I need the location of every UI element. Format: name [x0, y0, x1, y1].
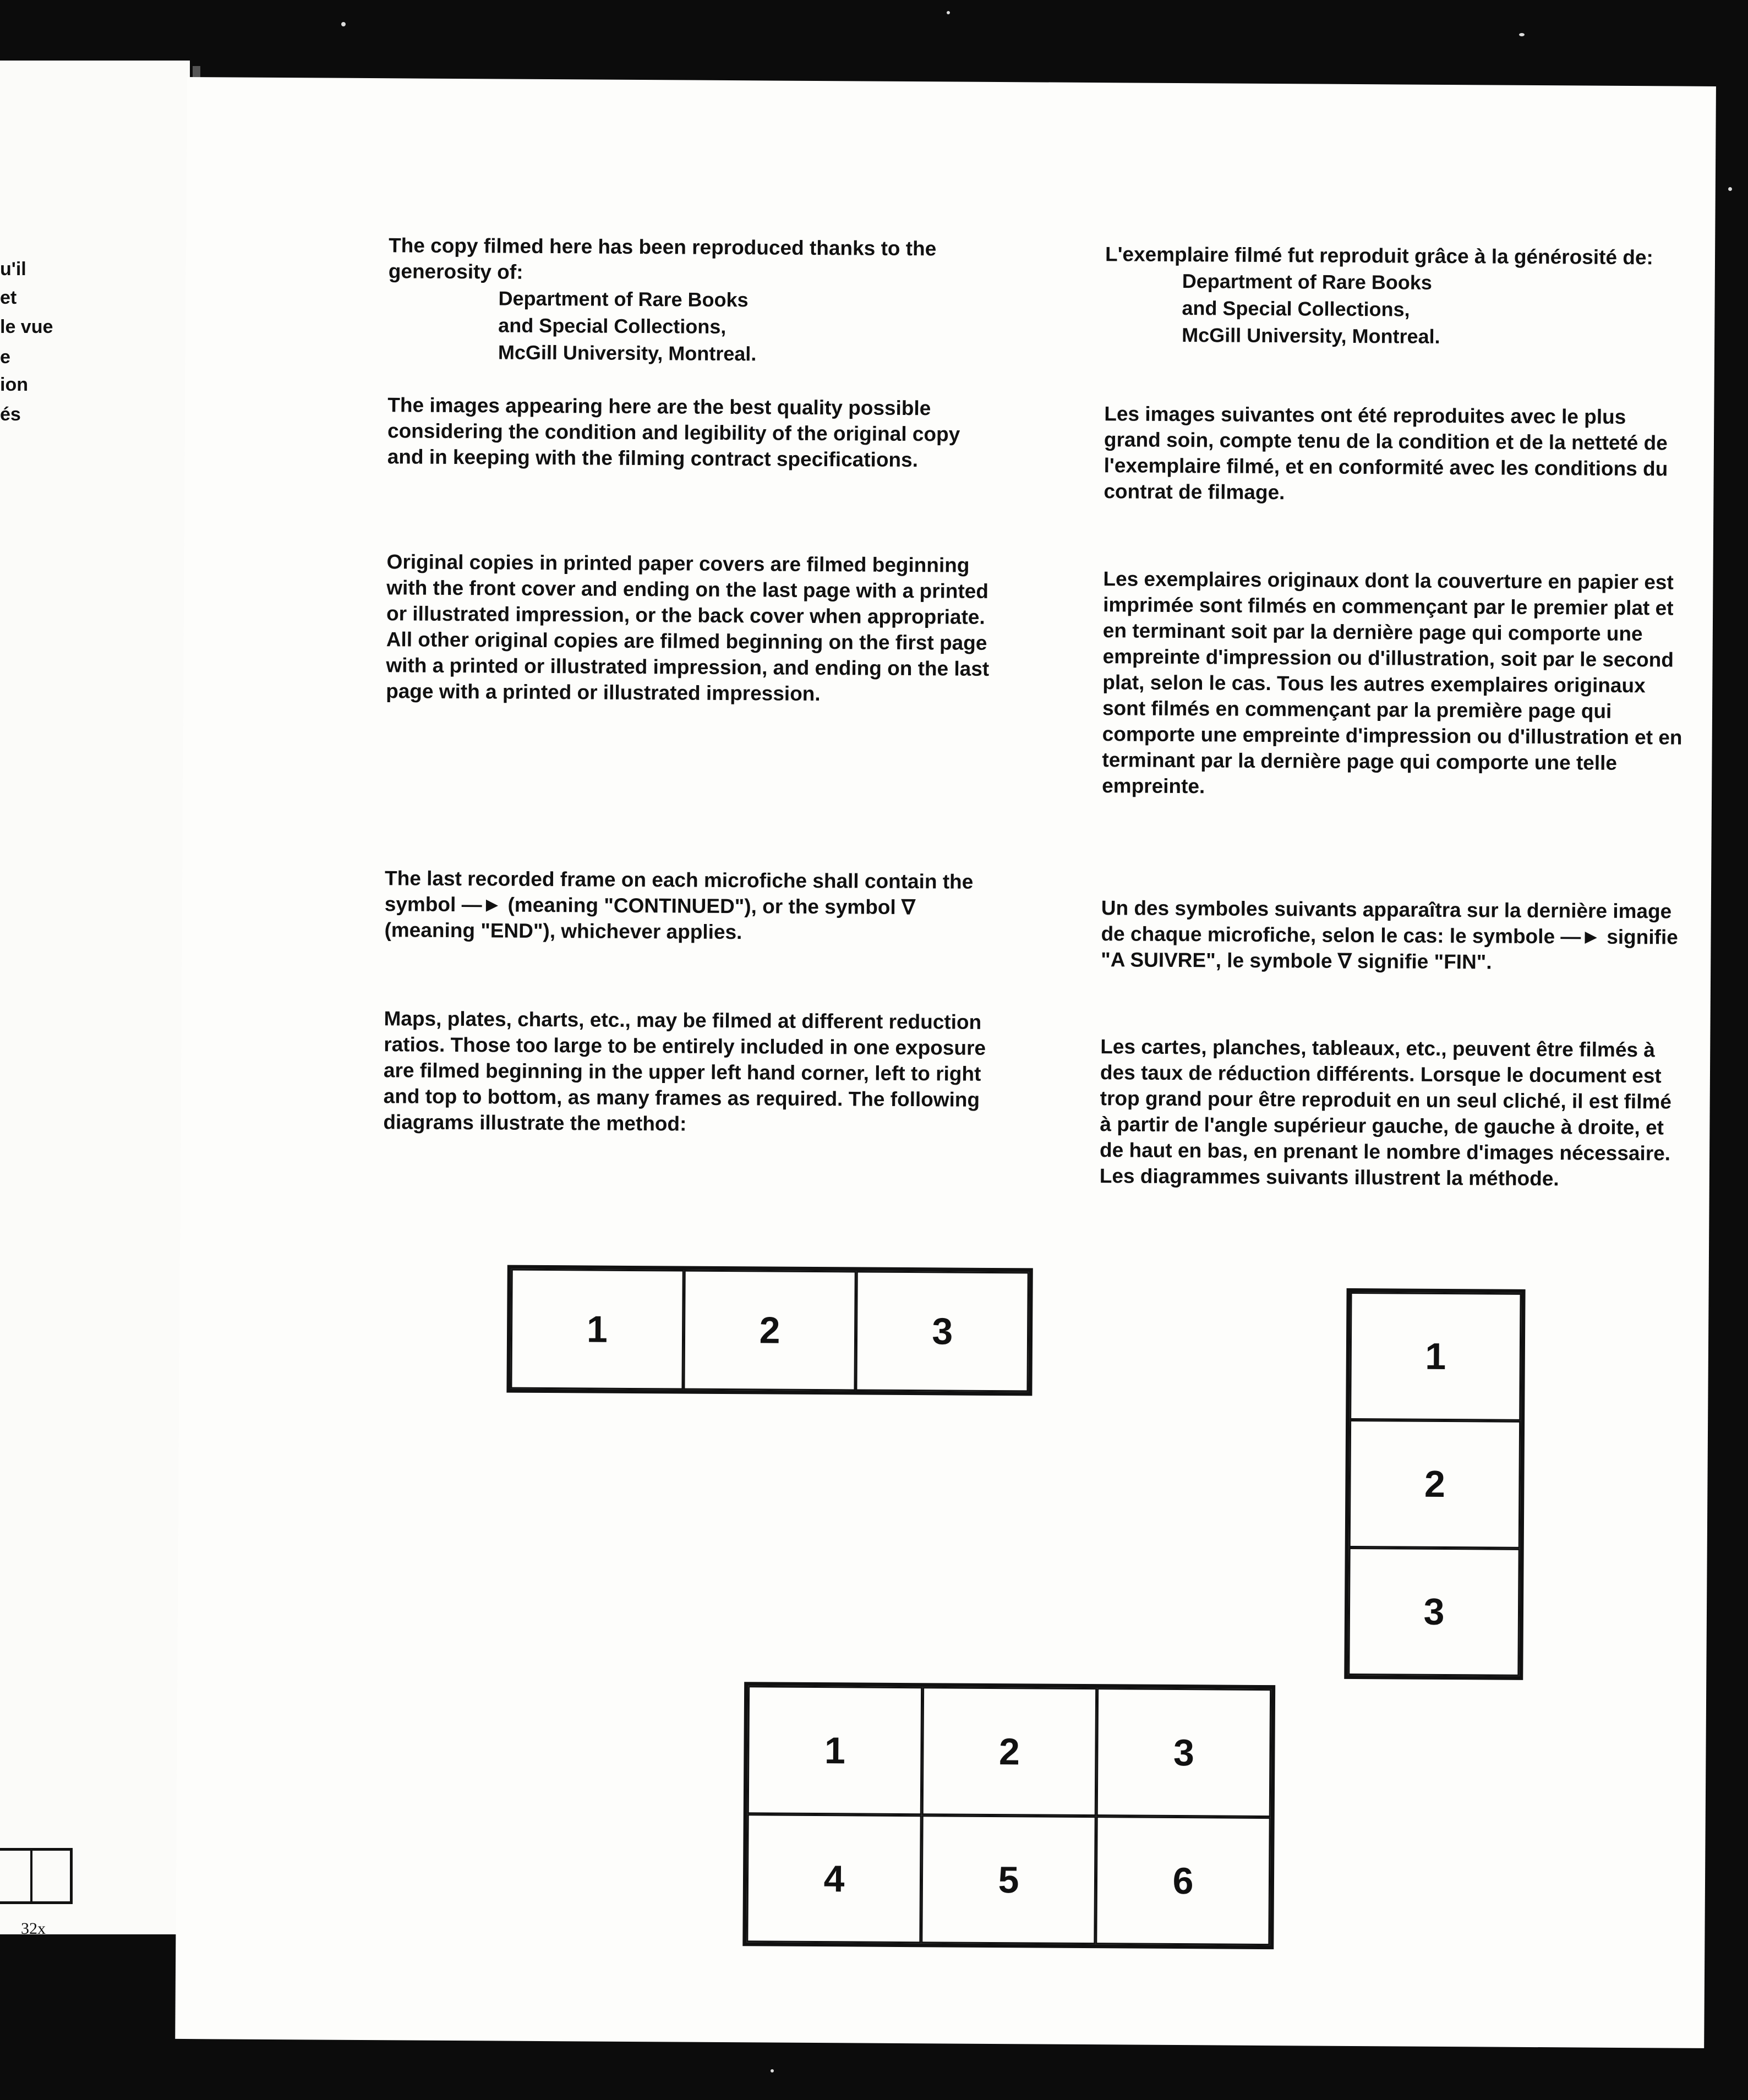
filmed-page: [175, 77, 1716, 2048]
diagram-vertical: [1344, 1288, 1525, 1680]
edge-fragment: és: [0, 404, 21, 425]
frame-cell: 2: [683, 1270, 856, 1391]
french-quality-text: Les images suivantes ont été reproduites avec le plus grand soin, compte tenu de la condition et de la netteté de l'exemplaire filmé, et en conformité avec les conditions du contrat de filmage.: [1104, 402, 1668, 504]
film-speck: [1728, 187, 1732, 191]
edge-fragment: le vue: [0, 316, 53, 337]
french-maps-text: Les cartes, planches, tableaux, etc., peuvent être filmés à des taux de réduction différents. Lorsque le document est trop grand pour être reproduit en un seul cliché, il est filmé à partir de l'angle supérieur gauche, de gauche à droite, et de haut en bas, en prenant le nombre d'images nécessaire. Les diagrammes suivants illustrent la méthode.: [1099, 1035, 1672, 1190]
frame-cell: 2: [922, 1687, 1097, 1816]
institution-line: Department of Rare Books: [1182, 270, 1432, 294]
institution-line: Department of Rare Books: [498, 287, 749, 311]
diagram-grid: [742, 1682, 1275, 1949]
institution-line: and Special Collections,: [498, 314, 726, 338]
edge-fragment: e: [0, 347, 10, 368]
english-intro: [388, 232, 994, 369]
frame-cell: 3: [1348, 1547, 1520, 1676]
edge-fragment: u'il: [0, 259, 26, 280]
institution-line: and Special Collections,: [1182, 297, 1410, 321]
frame-cell: 5: [921, 1815, 1096, 1944]
film-speck: [771, 2069, 774, 2072]
institution-line: McGill University, Montreal.: [498, 341, 757, 365]
frame-cell: 1: [1350, 1292, 1521, 1421]
french-intro: [1105, 241, 1689, 351]
english-institution: [388, 284, 994, 369]
frame-cell: 3: [1096, 1688, 1271, 1817]
adjacent-page-edge: [0, 61, 190, 1934]
diagram-horizontal: [506, 1265, 1033, 1396]
english-quality-text: The images appearing here are the best quality possible considering the condition and legibility of the original copy and in keeping with the filming contract specifications.: [387, 393, 960, 472]
english-originals-text: Original copies in printed paper covers are filmed beginning with the front cover and ending on the last page with a printed or illustrated impression, or the back cover when appropriate. All other original copies are filmed beginning on the first page with a printed or illustrated impression, and ending on the last page with a printed or illustrated impression.: [386, 550, 990, 706]
french-symbols-text: Un des symboles suivants apparaîtra sur la dernière image de chaque microfiche, selon le cas: le symbole —► signifie "A SUIVRE", le symbole ∇ signifie "FIN".: [1101, 896, 1678, 974]
institution-line: McGill University, Montreal.: [1182, 324, 1440, 348]
english-column: [383, 232, 994, 1135]
frame-cell: 6: [1095, 1816, 1270, 1945]
english-intro-text: The copy filmed here has been reproduced thanks to the generosity of:: [388, 234, 937, 283]
film-speck: [1519, 33, 1525, 36]
frame-cell: 2: [1349, 1420, 1521, 1549]
french-intro-text: L'exemplaire filmé fut reproduit grâce à la générosité de:: [1105, 243, 1653, 269]
french-originals-text: Les exemplaires originaux dont la couverture en papier est imprimée sont filmés en commençant par le premier plat et en terminant soit par la dernière page qui comporte une empreinte d'impression ou d'illustration, soit par le second plat, selon le cas. Tous les autres exemplaires originaux sont filmés en commençant par la première page qui comporte une empreinte d'impression ou d'illustration et en terminant par la dernière page qui comporte une telle empreinte.: [1102, 567, 1683, 798]
frame-cell: 1: [510, 1269, 684, 1390]
film-speck: [947, 11, 950, 14]
french-institution: [1105, 267, 1689, 351]
film-speck: [341, 22, 346, 26]
french-column: [1099, 241, 1689, 1190]
frame-cell: 1: [747, 1686, 922, 1815]
frame-cell: 4: [746, 1814, 921, 1943]
frame-cell: 3: [856, 1271, 1029, 1392]
edge-frame-diagram: [0, 1848, 73, 1904]
english-maps-text: Maps, plates, charts, etc., may be filmed at different reduction ratios. Those too large to be entirely included in one exposure are filmed beginning in the upper left hand corner, left to right and top to bottom, as many frames as required. The following diagrams illustrate the method:: [383, 1007, 986, 1135]
edge-fragment: ion: [0, 374, 28, 395]
reduction-label: 32x: [21, 1919, 46, 1938]
edge-fragment: et: [0, 287, 17, 308]
english-symbols-text: The last recorded frame on each microfiche shall contain the symbol —► (meaning "CONTINUED"), or the symbol ∇ (meaning "END"), whichever applies.: [384, 867, 974, 944]
